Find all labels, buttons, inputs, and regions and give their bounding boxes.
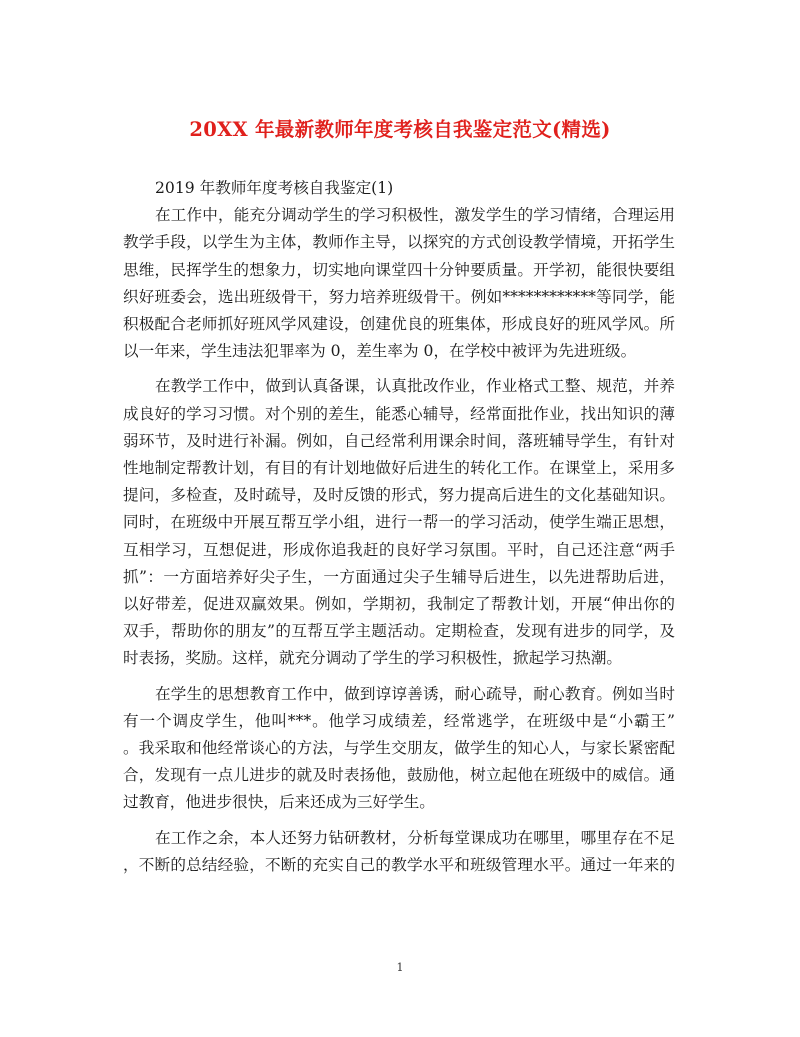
body-paragraph (123, 681, 675, 817)
paragraph-line: 织好班委会，选出班级骨干，努力培养班级骨干。例如************等同学，能 (123, 287, 675, 306)
paragraph-line: 抓”：一方面培养好尖子生，一方面通过尖子生辅导后进生，以先进帮助后进， (123, 567, 675, 586)
paragraph-line: 时表扬，奖励。这样，就充分调动了学生的学习积极性，掀起学习热潮。 (123, 649, 623, 668)
paragraph-line: 思维，民挥学生的想象力，切实地向课堂四十分钟要质量。开学初，能很快要组 (123, 260, 675, 279)
paragraph-line: 在工作中，能充分调动学生的学习积极性，激发学生的学习情绪，合理运用 (155, 206, 675, 225)
body-paragraph (123, 373, 675, 672)
paragraph-line: 过教育，他进步很快，后来还成为三好学生。 (123, 793, 435, 812)
page-number: 1 (396, 961, 404, 974)
paragraph-line: 在学生的思想教育工作中，做到谆谆善诱，耐心疏导，耐心教育。例如当时 (155, 684, 675, 703)
paragraph-line: 合，发现有一点儿进步的就及时表扬他，鼓励他，树立起他在班级中的威信。通 (123, 766, 675, 785)
document-title: 20XX 年最新教师年度考核自我鉴定范文(精选) (189, 118, 611, 141)
document-body (123, 175, 675, 887)
body-paragraph (123, 202, 675, 365)
paragraph-line: 教学手段，以学生为主体，教师作主导，以探究的方式创设教学情境，开拓学生 (123, 233, 675, 252)
paragraph-line: 以一年来，学生违法犯罪率为 0，差生率为 0，在学校中被评为先进班级。 (123, 342, 637, 361)
paragraph-list (123, 202, 675, 879)
paragraph-line: 积极配合老师抓好班风学风建设，创建优良的班集体，形成良好的班风学风。所 (123, 315, 675, 334)
paragraph-line: 。我采取和他经常谈心的方法，与学生交朋友，做学生的知心人，与家长紧密配 (123, 739, 675, 758)
paragraph-line: 弱环节，及时进行补漏。例如，自己经常利用课余时间，落班辅导学生，有针对 (123, 431, 675, 450)
paragraph-line: 互相学习，互想促进，形成你追我赶的良好学习氛围。平时，自己还注意“两手 (123, 540, 675, 559)
paragraph-line: ，不断的总结经验，不断的充实自己的教学水平和班级管理水平。通过一年来的 (123, 855, 675, 874)
paragraph-line: 性地制定帮教计划，有目的有计划地做好后进生的转化工作。在课堂上，采用多 (123, 459, 675, 478)
body-paragraph (123, 825, 675, 879)
paragraph-line: 在教学工作中，做到认真备课，认真批改作业，作业格式工整、规范，并养 (155, 377, 675, 396)
paragraph-line: 有一个调皮学生，他叫***。他学习成绩差，经常逃学，在班级中是“小霸王” (123, 711, 675, 730)
paragraph-line: 以好带差，促进双赢效果。例如，学期初，我制定了帮教计划，开展“伸出你的 (123, 595, 675, 614)
paragraph-line: 在工作之余，本人还努力钻研教材，分析每堂课成功在哪里，哪里存在不足 (155, 828, 675, 847)
paragraph-line: 同时，在班级中开展互帮互学小组，进行一帮一的学习活动，使学生端正思想， (123, 513, 675, 532)
paragraph-line: 成良好的学习习惯。对个别的差生，能悉心辅导，经常面批作业，找出知识的薄 (123, 404, 675, 423)
paragraph-line: 双手，帮助你的朋友”的互帮互学主题活动。定期检查，发现有进步的同学，及 (123, 622, 675, 641)
section-subtitle: 2019 年教师年度考核自我鉴定(1) (155, 179, 394, 197)
paragraph-line: 提问，多检查，及时疏导，及时反馈的形式，努力提高后进生的文化基础知识。 (123, 486, 675, 505)
